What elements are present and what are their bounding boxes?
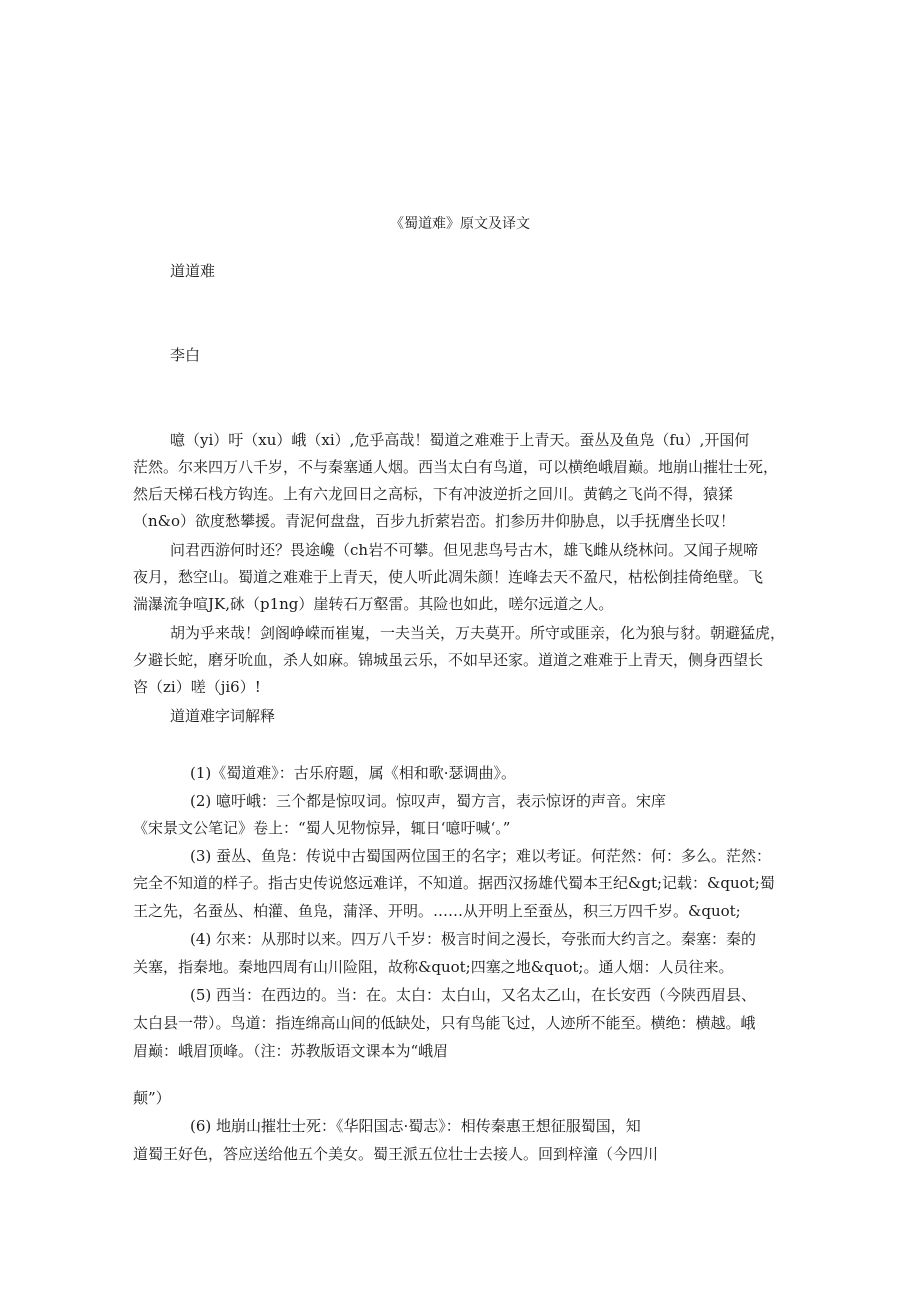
poem-line: 湍瀑流争喧JK,砯（p1ng）崖转石万壑雷。其险也如此，嗟尔远道之人。 xyxy=(133,595,614,613)
poem-line: 茫然。尔来四万八千岁，不与秦塞通人烟。西当太白有鸟道，可以横绝峨眉巅。地崩山摧壮士死， xyxy=(133,458,779,476)
note-line: 关塞，指秦地。秦地四周有山川险阻，故称&quot;四塞之地&quot;。通人烟：人员往来。 xyxy=(133,958,734,976)
poem-line: 夕避长蛇，磨牙吮血，杀人如麻。锦城虽云乐，不如早还家。道道之难难于上青天，侧身西望长 xyxy=(133,651,764,669)
note-line: (3) 蚕丛、鱼凫：传说中古蜀国两位国王的名字；难以考证。何茫然：何：多么。茫然： xyxy=(190,847,772,865)
note-line: (4) 尔来：从那时以来。四万八千岁：极言时间之漫长，夸张而大约言之。秦塞：秦的 xyxy=(190,930,757,948)
note-line: (5) 西当：在西边的。当：在。太白：太白山，又名太乙山，在长安西（今陕西眉县、 xyxy=(190,986,757,1004)
note-line: 眉巅：峨眉顶峰。（注：苏教版语文课本为“峨眉 xyxy=(133,1042,449,1060)
poem-line: 胡为乎来哉！剑阁峥嵘而崔嵬，一夫当关，万夫莫开。所守或匪亲，化为狼与豺。朝避猛虎， xyxy=(170,624,786,642)
poem-title: 道道难 xyxy=(170,262,216,280)
note-line: 颠”） xyxy=(133,1089,171,1107)
note-line: (2) 噫吁峨：三个都是惊叹词。惊叹声，蜀方言，表示惊讶的声音。宋庠 xyxy=(190,792,667,810)
note-line: 完全不知道的样子。指古史传说悠远难详，不知道。据西汉扬雄代蜀本王纪&gt;记载：&quot;蜀 xyxy=(133,874,775,892)
note-line: 道蜀王好色，答应送给他五个美女。蜀王派五位壮士去接人。回到梓潼（今四川 xyxy=(133,1145,659,1163)
document-title: 《蜀道难》原文及译文 xyxy=(390,216,530,232)
notes-heading: 道道难字词解释 xyxy=(170,707,276,725)
poem-line: 噫（yi）吁（xu）峨（xi）,危乎高哉！蜀道之难难于上青天。蚕丛及鱼凫（fu）,开国何 xyxy=(170,431,750,449)
note-line: 王之先，名蚕丛、柏灌、鱼凫，蒲泽、开明。……从开明上至蚕丛，积三万四千岁。&quot; xyxy=(133,902,741,920)
note-line: 《宋景文公笔记》卷上：“蜀人见物惊异，辄日‘噫吁喊‘。” xyxy=(133,819,511,837)
author: 李白 xyxy=(170,346,201,364)
note-line: 太白县一带）。鸟道：指连绵高山间的低缺处，只有鸟能飞过，人迹所不能至。横绝：横越。峨 xyxy=(133,1014,756,1032)
poem-line: （n&o）欲度愁攀援。青泥何盘盘，百步九折萦岩峦。扪参历井仰胁息，以手抚膺坐长叹！ xyxy=(133,512,736,530)
poem-line: 夜月，愁空山。蜀道之难难于上青天，使人听此凋朱颜！连峰去天不盈尺，枯松倒挂倚绝壁。飞 xyxy=(133,568,764,586)
note-line: (6) 地崩山摧壮士死：《华阳国志·蜀志》：相传秦惠王想征服蜀国，知 xyxy=(190,1117,641,1135)
poem-line: 咨（zi）嗟（ji6）! xyxy=(133,678,261,696)
note-line: (1)《蜀道难》：古乐府题，属《相和歌·瑟调曲》。 xyxy=(190,764,517,782)
poem-line: 然后天梯石栈方钩连。上有六龙回日之高标，下有冲波逆折之回川。黄鹤之飞尚不得，猿猱 xyxy=(133,485,734,503)
poem-line: 问君西游何时还？畏途巉（ch岩不可攀。但见悲鸟号古木，雄飞雌从绕林问。又闻子规啼 xyxy=(170,541,759,559)
